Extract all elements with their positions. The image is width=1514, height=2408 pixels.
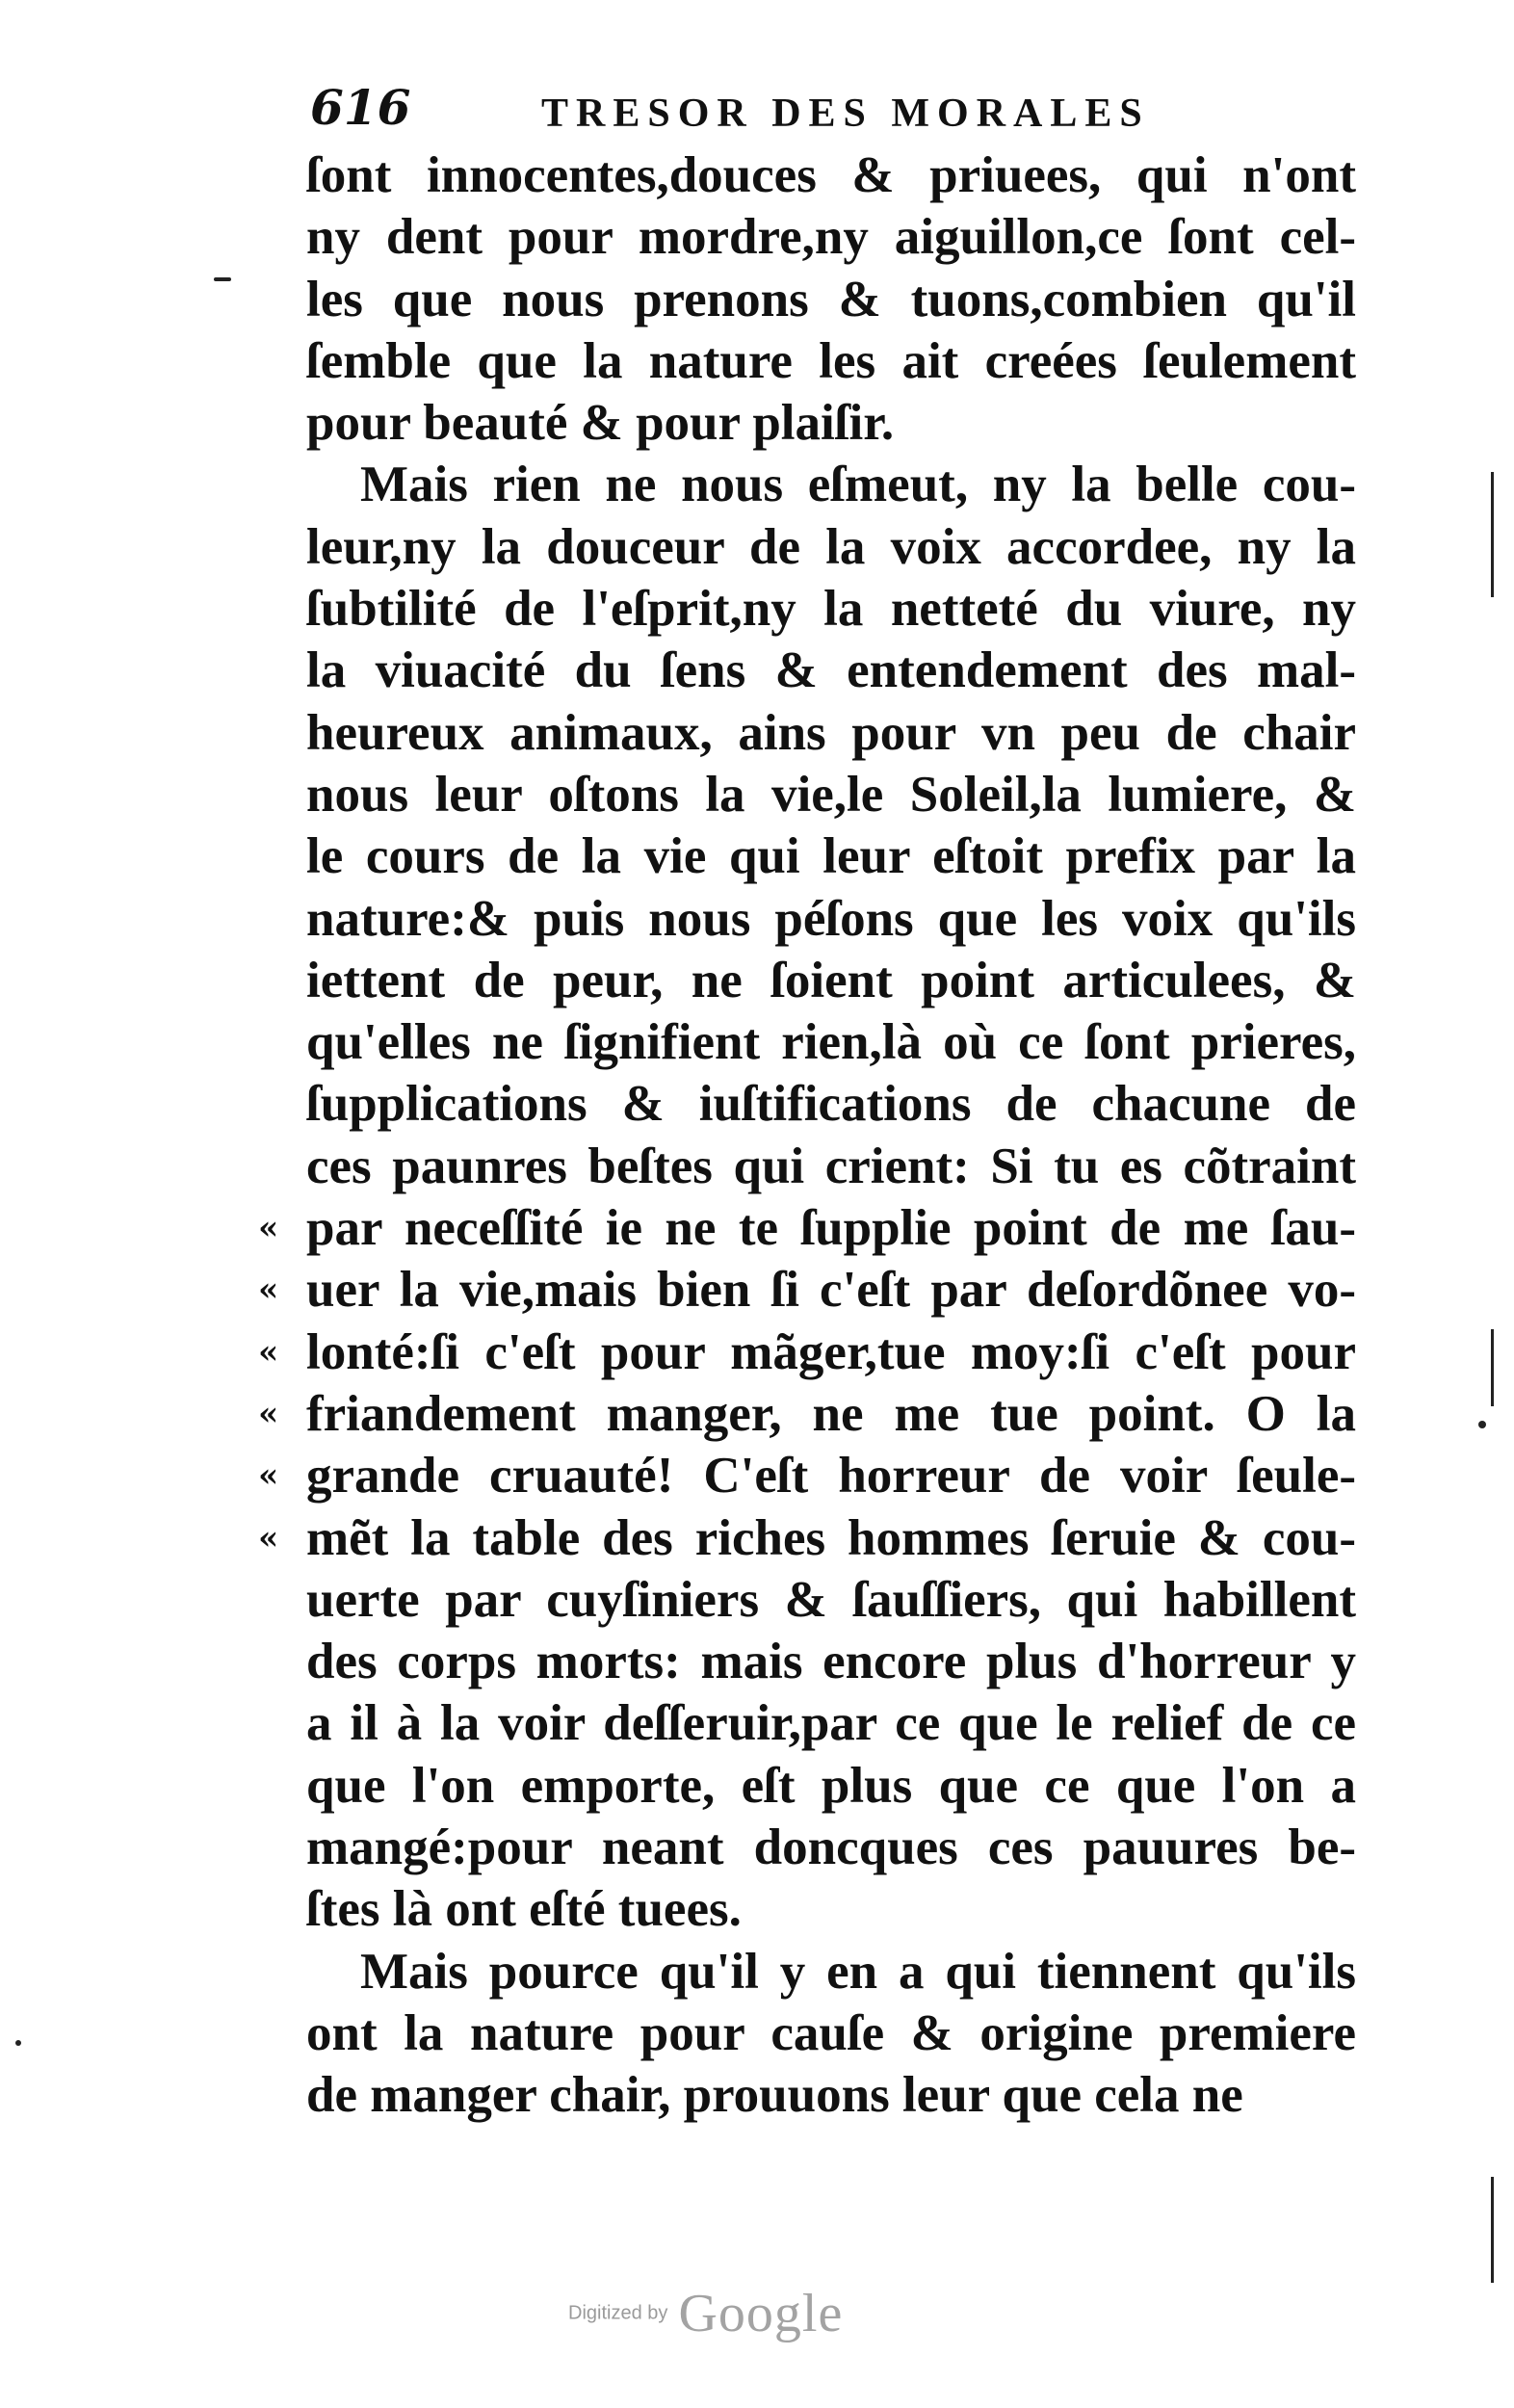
line-text: ſtes là ont eſté tuees.	[306, 1881, 742, 1938]
text-line	[306, 1073, 1356, 1135]
line-text: la viuacité du ſens & entendement des mal-	[306, 642, 1356, 699]
page-edge-mark	[1491, 2177, 1494, 2283]
text-line	[306, 1692, 1356, 1754]
line-text: les que nous prenons & tuons,combien qu'il	[306, 271, 1356, 327]
text-line	[306, 454, 1356, 515]
line-text: pour beauté & pour plaiſir.	[306, 395, 895, 452]
quotation-marker: «	[258, 1518, 279, 1557]
running-title: TRESOR DES MORALES	[541, 92, 1150, 136]
text-line	[306, 578, 1356, 640]
text-line	[306, 1136, 1356, 1197]
text-line	[306, 2002, 1356, 2064]
line-text: lonté:ſi c'eſt pour mãger,tue moy:ſi c'eſt pour	[306, 1323, 1356, 1380]
line-text: ny dent pour mordre,ny aiguillon,ce ſont cel-	[306, 209, 1356, 266]
text-line	[258, 1445, 1356, 1506]
line-text: Mais rien ne nous eſmeut, ny la belle cou-	[360, 457, 1356, 513]
text-line	[306, 1755, 1356, 1817]
ink-speck	[214, 277, 231, 281]
google-logo: Google	[678, 2284, 844, 2343]
line-text: ſupplications & iuſtifications de chacune de	[306, 1076, 1356, 1133]
line-text: uerte par cuyſiniers & ſauſſiers, qui habillent	[306, 1571, 1356, 1628]
line-text: leur,ny la douceur de la voix accordee, ny la	[306, 518, 1356, 575]
text-line	[306, 1941, 1356, 2002]
line-text: ſubtilité de l'eſprit,ny la netteté du viure, ny	[306, 581, 1356, 638]
text-line	[306, 640, 1356, 701]
text-line	[306, 950, 1356, 1011]
line-text: heureux animaux, ains pour vn peu de chair	[306, 704, 1356, 761]
line-text: ſont innocentes,douces & priuees, qui n'ont	[306, 147, 1356, 203]
line-text: friandement manger, ne me tue point. O la	[306, 1385, 1356, 1442]
text-line	[306, 1878, 1356, 1940]
line-text: nous leur oſtons la vie,le Soleil,la lumiere, &	[306, 766, 1356, 823]
quotation-marker: «	[258, 1270, 279, 1310]
ink-speck	[15, 2040, 21, 2046]
text-line	[306, 1011, 1356, 1073]
quotation-marker: «	[258, 1209, 279, 1248]
text-line	[306, 888, 1356, 950]
text-line	[306, 1631, 1356, 1692]
line-text: mẽt la table des riches hommes ſeruie & cou-	[306, 1509, 1356, 1566]
text-line	[306, 269, 1356, 330]
digitized-by-label: Digitized by	[568, 2302, 668, 2324]
line-text: ces paunres beſtes qui crient: Si tu es cõtraint	[306, 1138, 1356, 1194]
text-line	[306, 702, 1356, 764]
line-text: de manger chair, prouuons leur que cela ne	[306, 2067, 1243, 2124]
text-line	[306, 764, 1356, 825]
ink-speck	[1478, 1421, 1486, 1428]
text-line	[306, 330, 1356, 392]
text-line	[306, 392, 1356, 454]
line-text: mangé:pour neant doncques ces pauures be-	[306, 1819, 1356, 1876]
line-text: des corps morts: mais encore plus d'horreur y	[306, 1634, 1356, 1690]
text-line	[306, 1817, 1356, 1878]
line-text: ont la nature pour cauſe & origine premiere	[306, 2004, 1356, 2061]
line-text: grande cruauté! C'eſt horreur de voir ſeule-	[306, 1448, 1356, 1505]
page-edge-mark	[1491, 1329, 1494, 1406]
quotation-marker: «	[258, 1456, 279, 1496]
line-text: Mais pource qu'il y en a qui tiennent qu'ils	[360, 1943, 1356, 2000]
text-line	[306, 206, 1356, 268]
quotation-marker: «	[258, 1394, 279, 1433]
text-line	[258, 1507, 1356, 1569]
text-line	[306, 144, 1356, 206]
line-text: a il à la voir deſſeruir,par ce que le relief de ce	[306, 1695, 1356, 1752]
text-line	[258, 1322, 1356, 1383]
digitized-watermark	[568, 2283, 843, 2341]
line-text: ſemble que la nature les ait creées ſeulement	[306, 332, 1356, 389]
line-text: que l'on emporte, eſt plus que ce que l'on a	[306, 1757, 1356, 1814]
text-line	[258, 1259, 1356, 1321]
text-line	[258, 1383, 1356, 1445]
text-line	[306, 516, 1356, 578]
page-edge-mark	[1491, 472, 1494, 597]
quotation-marker: «	[258, 1332, 279, 1372]
line-text: nature:& puis nous péſons que les voix qu'ils	[306, 890, 1356, 947]
page-header	[310, 79, 1350, 146]
page-number: 616	[310, 79, 411, 136]
body-text	[258, 144, 1356, 2127]
text-line	[306, 2064, 1356, 2126]
line-text: par neceſſité ie ne te ſupplie point de me ſau-	[306, 1200, 1356, 1257]
line-text: qu'elles ne ſignifient rien,là où ce ſont prieres,	[306, 1014, 1356, 1071]
line-text: iettent de peur, ne ſoient point articulees, &	[306, 952, 1356, 1008]
line-text: uer la vie,mais bien ſi c'eſt par deſordõnee vo-	[306, 1262, 1356, 1319]
text-line	[258, 1197, 1356, 1259]
text-line	[306, 825, 1356, 887]
line-text: le cours de la vie qui leur eſtoit prefix par la	[306, 828, 1356, 885]
text-line	[306, 1569, 1356, 1631]
